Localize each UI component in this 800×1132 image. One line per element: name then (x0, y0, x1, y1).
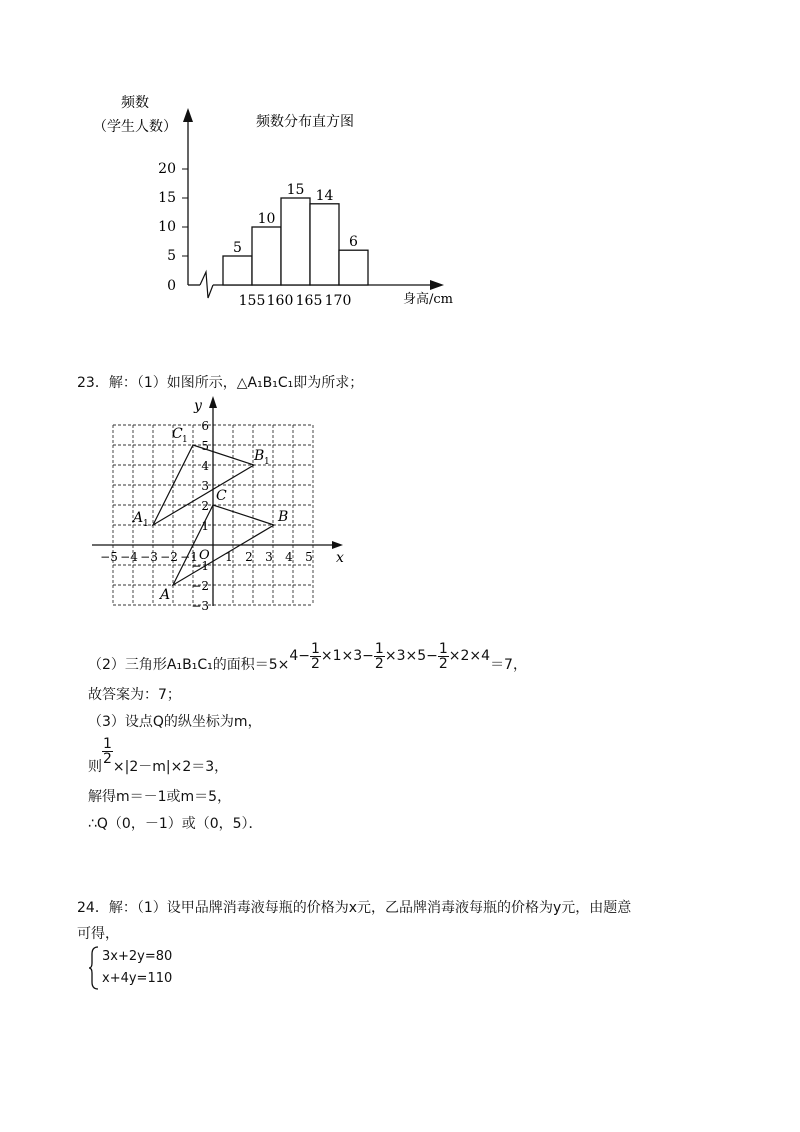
grid-x-tick-label: −2 (160, 550, 178, 564)
y-axis-arrow (183, 108, 193, 122)
histogram-bar (281, 198, 310, 285)
grid-y-tick-label: −1 (191, 559, 209, 573)
fraction-one-half (310, 642, 321, 671)
q23-then-line (88, 736, 228, 776)
x-tick-label: 170 (324, 293, 352, 309)
part2-prefix: （2）三角形A₁B₁C₁的面积＝5× (88, 657, 290, 673)
equation-2: x+4y=110 (102, 971, 173, 986)
q24-line1: 24．解：（1）设甲品牌消毒液每瓶的价格为x元，乙品牌消毒液每瓶的价格为y元，由题意 (77, 900, 632, 916)
histogram-plot (93, 94, 453, 309)
bar-value-label: 10 (257, 211, 276, 227)
bar-value-label: 14 (315, 187, 334, 204)
equation-lines (102, 946, 172, 990)
part2-term-3x5: ×3×5− (384, 648, 438, 664)
fraction-numerator: 1 (103, 736, 112, 752)
fraction-denominator: 2 (374, 655, 384, 672)
q23-heading: 23．解：（1）如图所示，△A₁B₁C₁即为所求； (77, 375, 364, 391)
y-tick-label: 15 (158, 190, 176, 206)
y-tick-label: 0 (167, 278, 176, 294)
x-tick-label: 165 (295, 293, 323, 309)
grid-x-tick-label: 2 (245, 550, 253, 564)
coordinate-grid-figure (88, 392, 348, 610)
x-tick-label: 160 (266, 293, 294, 309)
axis-break-mark (200, 272, 213, 298)
x-tick-label: 155 (238, 293, 266, 309)
fraction-numerator: 1 (438, 640, 448, 657)
vertex-b1-label: B (254, 448, 265, 464)
grid-x-label: x (336, 550, 344, 566)
q23-part3: （3）设点Q的纵坐标为m， (88, 714, 262, 730)
fraction-one-half (374, 642, 385, 671)
fraction-denominator: 2 (310, 655, 320, 672)
part2-suffix: ＝7， (490, 657, 527, 673)
then-prefix: 则 (88, 759, 102, 775)
grid-y-tick-label: 1 (201, 519, 209, 533)
grid-y-tick-label: 4 (201, 459, 209, 473)
y-axis-label-line2: （学生人数） (93, 119, 177, 135)
q23-answer: 故答案为：7； (88, 687, 181, 703)
part2-term-1x3: ×1×3− (320, 648, 374, 664)
histogram-bar (223, 256, 252, 285)
fraction-one-half (438, 642, 449, 671)
x-axis-label: 身高/cm (403, 292, 453, 307)
y-axis-label-line1: 频数 (121, 95, 149, 111)
part2-term-4: 4− (289, 648, 310, 664)
q23-part2-line (88, 640, 527, 684)
chart-title: 频数分布直方图 (256, 114, 354, 130)
vertex-a-label: A (160, 587, 171, 603)
grid-x-tick-label: −3 (140, 550, 158, 564)
bar-value-label: 15 (286, 182, 305, 198)
fraction-numerator: 1 (374, 640, 384, 657)
grid-x-tick-label: 4 (285, 550, 293, 564)
grid-y-tick-label: 5 (201, 439, 209, 453)
equation-1: 3x+2y=80 (102, 949, 173, 964)
left-brace-icon (88, 945, 100, 991)
vertex-a1-subscript: 1 (143, 519, 149, 529)
vertex-b-label: B (278, 509, 289, 525)
then-suffix: ×|2－m|×2＝3， (112, 759, 229, 775)
y-tick-label: 10 (158, 219, 176, 235)
grid-x-tick-label: −1 (180, 550, 198, 564)
bar-value-label: 6 (349, 234, 358, 251)
grid-y-tick-label: 2 (201, 499, 209, 513)
y-tick-label: 20 (158, 161, 176, 177)
vertex-b1-subscript: 1 (264, 457, 270, 467)
vertex-c1-label: C (172, 426, 183, 442)
grid-x-tick-label: 1 (225, 550, 233, 564)
grid-x-tick-label: 3 (265, 550, 273, 564)
histogram-chart (0, 0, 800, 330)
q24-equation-system (88, 944, 172, 992)
grid-y-tick-label: 6 (201, 419, 209, 433)
origin-label: O (199, 548, 210, 563)
vertex-c-label: C (216, 488, 227, 504)
grid-y-axis-arrow (209, 396, 217, 408)
q24-line2: 可得， (77, 926, 119, 942)
grid-x-axis-arrow (332, 541, 343, 549)
histogram-bar (339, 250, 368, 285)
grid-x-tick-label: 5 (305, 550, 313, 564)
grid-x-tick-label: −4 (120, 550, 138, 564)
grid-x-tick-label: −5 (100, 550, 118, 564)
y-tick-label: 5 (167, 248, 176, 264)
fraction-denominator: 2 (103, 751, 112, 767)
grid-y-tick-label: −3 (191, 599, 209, 610)
q23-conclusion: ∴Q（0，－1）或（0，5）． (88, 816, 263, 832)
q23-solve: 解得m＝－1或m＝5， (88, 789, 232, 805)
fraction-numerator: 1 (310, 640, 320, 657)
bar-value-label: 5 (233, 240, 242, 256)
grid-y-tick-label: 3 (201, 479, 209, 493)
fraction-one-half (102, 737, 113, 766)
part2-term-2x4: ×2×4 (448, 648, 491, 664)
x-axis-arrow (430, 280, 444, 290)
fraction-denominator: 2 (438, 655, 448, 672)
histogram-bar (252, 227, 281, 285)
histogram-bar (310, 204, 339, 285)
grid-y-label: y (194, 398, 202, 414)
vertex-a1-label: A (133, 510, 144, 526)
grid-y-tick-label: −2 (191, 579, 209, 593)
vertex-c1-subscript: 1 (182, 435, 188, 445)
